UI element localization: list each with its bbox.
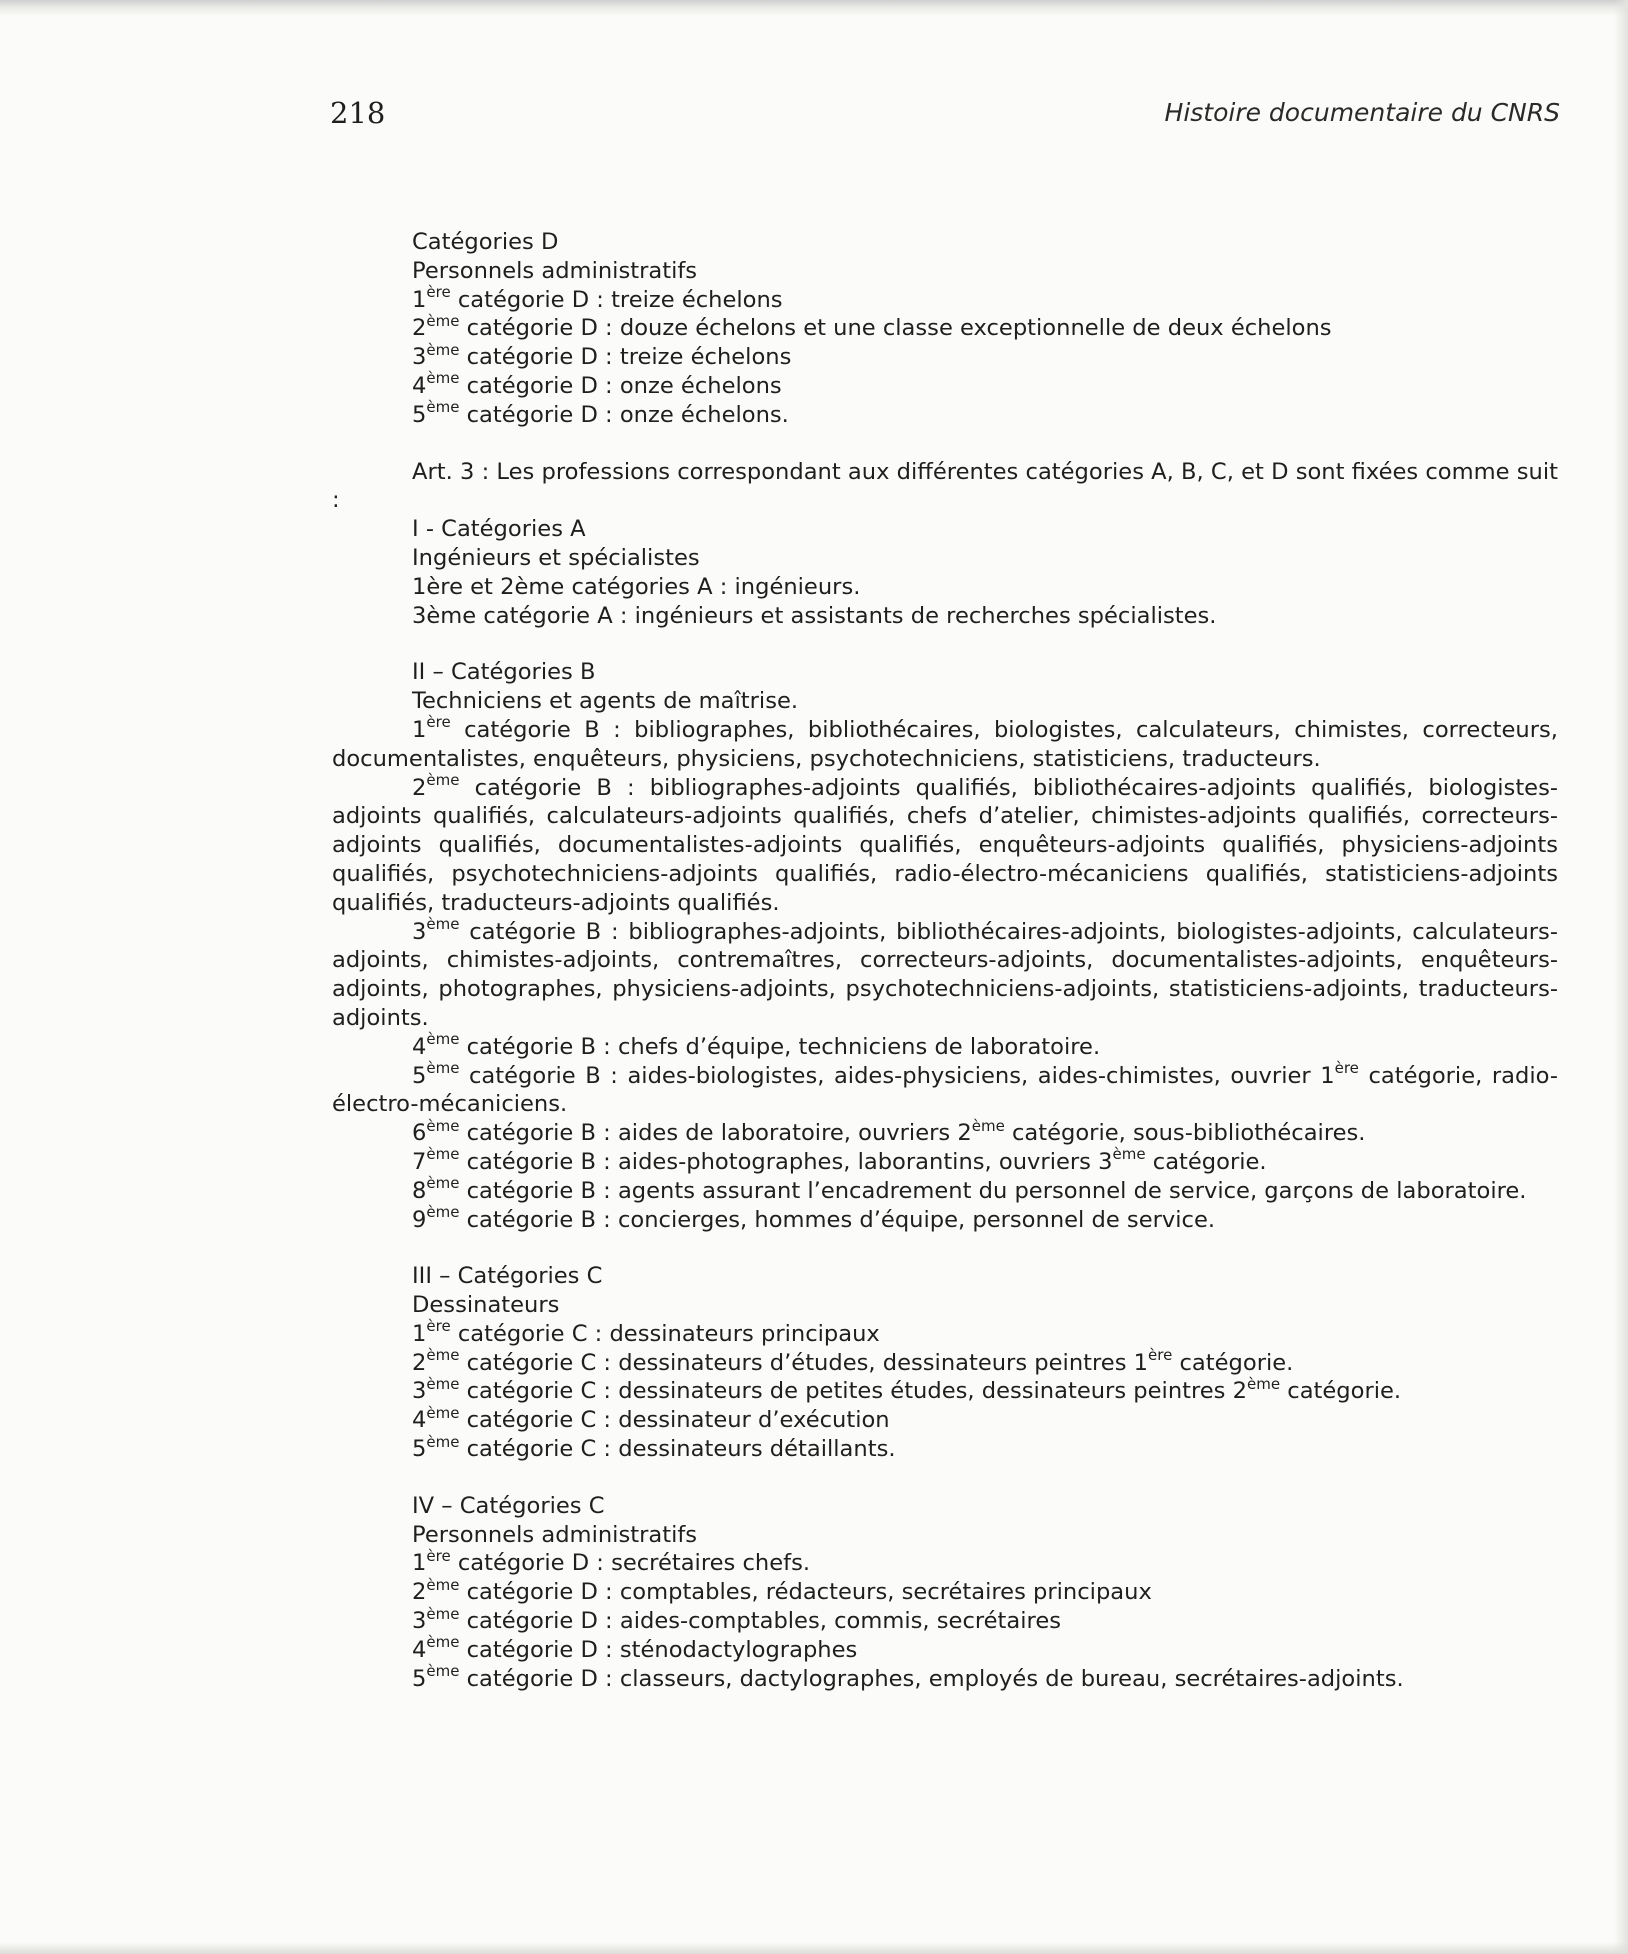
spacer xyxy=(332,1234,1558,1262)
cat-d-final-item xyxy=(332,1575,1558,1607)
ordinal-suffix: ème xyxy=(426,1604,460,1623)
ordinal-suffix: ème xyxy=(1247,1374,1281,1393)
item-number: 9 xyxy=(412,1206,427,1233)
cat-b-item xyxy=(332,1058,1558,1120)
ordinal-suffix: ère xyxy=(426,283,451,302)
item-text: catégorie D : comptables, rédacteurs, secrétaires principaux xyxy=(459,1579,1152,1606)
item-text: catégorie. xyxy=(1280,1378,1402,1405)
item-number: 5 xyxy=(412,1436,427,1463)
item-text: catégorie C : dessinateurs détaillants. xyxy=(459,1436,896,1463)
cat-b-item xyxy=(332,915,1558,1033)
item-number: 4 xyxy=(412,1407,427,1434)
cat-b-item xyxy=(332,1030,1558,1062)
ordinal-suffix: ème xyxy=(426,1030,460,1049)
ordinal-suffix: ème xyxy=(426,1374,460,1393)
cat-d-item xyxy=(332,283,1558,315)
item-number: 4 xyxy=(412,1033,427,1060)
item-number: 4 xyxy=(412,1636,427,1663)
ordinal-suffix: ème xyxy=(426,311,460,330)
item-number: 2 xyxy=(412,1349,427,1376)
item-number: 8 xyxy=(412,1177,427,1204)
item-text: catégorie B : aides-biologistes, aides-physiciens, aides-chimistes, ouvrier 1 xyxy=(459,1062,1335,1089)
cat-d-item xyxy=(332,369,1558,401)
ordinal-suffix: ème xyxy=(1112,1145,1146,1164)
item-number: 2 xyxy=(412,1579,427,1606)
ordinal-suffix: ème xyxy=(426,1346,460,1365)
item-number: 7 xyxy=(412,1148,427,1175)
item-text: catégorie C : dessinateur d’exécution xyxy=(459,1407,890,1434)
cat-b-item xyxy=(332,1202,1558,1235)
ordinal-suffix: ème xyxy=(426,1432,460,1451)
item-text: catégorie B : chefs d’équipe, techniciens de laboratoire. xyxy=(459,1033,1101,1060)
article-3: Art. 3 : Les professions correspondant aux différentes catégories A, B, C, et D sont fixées comme suit : xyxy=(332,458,1558,514)
scan-edge-right xyxy=(1614,0,1628,1954)
section-a-line: 3ème catégorie A : ingénieurs et assistants de recherches spécialistes. xyxy=(412,602,1217,629)
item-number: 3 xyxy=(412,918,427,945)
item-text: catégorie B : bibliographes, bibliothécaires, biologistes, calculateurs, chimistes, correcteurs, documentalistes, enquêteurs, physiciens, psychotechniciens, statisticiens, traducteurs. xyxy=(332,716,1558,772)
cat-d-item xyxy=(332,398,1558,430)
section-c-subtitle: Dessinateurs xyxy=(412,1292,560,1319)
ordinal-suffix: ème xyxy=(426,398,460,417)
ordinal-suffix: ème xyxy=(426,1575,460,1594)
item-number: 5 xyxy=(412,1062,427,1089)
section-b-title: II – Catégories B xyxy=(412,659,596,686)
item-number: 2 xyxy=(412,774,427,801)
item-text: catégorie B : aides de laboratoire, ouvriers 2 xyxy=(459,1120,972,1147)
cat-d-final-item xyxy=(332,1633,1558,1665)
item-text: catégorie. xyxy=(1145,1148,1267,1175)
item-number: 3 xyxy=(412,1378,427,1405)
cat-c-item xyxy=(332,1374,1558,1406)
item-text: catégorie D : sténodactylographes xyxy=(459,1636,858,1663)
cat-d-final-item xyxy=(332,1604,1558,1636)
ordinal-suffix: ème xyxy=(426,1202,460,1221)
item-number: 3 xyxy=(412,1608,427,1635)
ordinal-suffix: ème xyxy=(426,340,460,359)
section-b-subtitle: Techniciens et agents de maîtrise. xyxy=(412,688,799,715)
page-header xyxy=(330,96,1560,140)
item-number: 5 xyxy=(412,1665,427,1692)
ordinal-suffix: ère xyxy=(426,1546,451,1565)
item-text: catégorie D : treize échelons xyxy=(459,344,792,371)
item-text: catégorie B : aides-photographes, laborantins, ouvriers 3 xyxy=(459,1148,1113,1175)
section-a-line: 1ère et 2ème catégories A : ingénieurs. xyxy=(412,573,861,600)
item-text: catégorie B : concierges, hommes d’équipe, personnel de service. xyxy=(459,1206,1216,1233)
ordinal-suffix: ème xyxy=(426,1633,460,1652)
item-text: catégorie D : classeurs, dactylographes, employés de bureau, secrétaires-adjoints. xyxy=(459,1665,1404,1692)
item-text: catégorie C : dessinateurs de petites études, dessinateurs peintres 2 xyxy=(459,1378,1248,1405)
item-number: 1 xyxy=(412,1550,427,1577)
ordinal-suffix: ème xyxy=(426,1662,460,1681)
cat-d-item xyxy=(332,311,1558,343)
spacer xyxy=(332,430,1558,458)
item-text: catégorie D : onze échelons. xyxy=(459,401,789,428)
spacer xyxy=(332,630,1558,658)
cat-c-item xyxy=(332,1432,1558,1464)
ordinal-suffix: ème xyxy=(426,771,460,790)
ordinal-suffix: ème xyxy=(426,1116,460,1135)
item-text: catégorie D : douze échelons et une classe exceptionnelle de deux échelons xyxy=(459,315,1332,342)
item-text: catégorie B : bibliographes-adjoints, bibliothécaires-adjoints, biologistes-adjoints, calculateurs-adjoints, chimistes-adjoints, contremaîtres, correcteurs-adjoints, documentalistes-adjoints, enquêteurs-adjoints, photographes, physiciens-adjoints, psychotechniciens-adjoints, statisticiens-adjoints, traducteurs-adjoints. xyxy=(332,918,1558,1031)
item-text: catégorie, radio-électro-mécaniciens. xyxy=(332,1062,1558,1118)
cat-c-item xyxy=(332,1317,1558,1349)
item-text: catégorie B : bibliographes-adjoints qualifiés, bibliothécaires-adjoints qualifiés, biologistes-adjoints qualifiés, calculateurs-adjoints qualifiés, chefs d’atelier, chimistes-adjoints qualifiés, correcteurs-adjoints qualifiés, documentalistes-adjoints qualifiés, enquêteurs-adjoints qualifiés, physiciens-adjoints qualifiés, psychotechniciens-adjoints qualifiés, radio-électro-mécaniciens qualifiés, statisticiens-adjoints qualifiés, traducteurs-adjoints qualifiés. xyxy=(332,774,1558,916)
cat-d-final-item xyxy=(332,1662,1558,1694)
item-number: 1 xyxy=(412,716,427,743)
cat-b-item xyxy=(332,1174,1558,1206)
item-text: catégorie D : treize échelons xyxy=(450,286,783,313)
spacer xyxy=(332,1464,1558,1492)
ordinal-suffix: ème xyxy=(426,915,460,933)
item-text: catégorie B : agents assurant l’encadrement du personnel de service, garçons de laboratoire. xyxy=(459,1177,1527,1204)
running-title: Histoire documentaire du CNRS xyxy=(1164,98,1560,127)
page-number: 218 xyxy=(330,96,386,130)
document-body xyxy=(332,228,1558,1693)
item-text: catégorie. xyxy=(1172,1349,1294,1376)
cat-d-title: Catégories D xyxy=(412,229,559,255)
item-text: catégorie D : aides-comptables, commis, secrétaires xyxy=(459,1608,1062,1635)
item-text: catégorie D : secrétaires chefs. xyxy=(450,1550,811,1577)
cat-d-subtitle: Personnels administratifs xyxy=(412,257,698,284)
section-d-title: IV – Catégories C xyxy=(412,1492,605,1519)
item-text: catégorie D : onze échelons xyxy=(459,372,782,399)
ordinal-suffix: ère xyxy=(1148,1346,1173,1365)
cat-b-item xyxy=(332,1116,1558,1148)
section-a-subtitle: Ingénieurs et spécialistes xyxy=(412,544,700,571)
item-number: 3 xyxy=(412,344,427,371)
item-text: catégorie, sous-bibliothécaires. xyxy=(1004,1120,1366,1147)
ordinal-suffix: ème xyxy=(426,1058,460,1077)
cat-b-item xyxy=(332,771,1558,918)
ordinal-suffix: ème xyxy=(426,1403,460,1422)
item-number: 5 xyxy=(412,401,427,428)
item-number: 2 xyxy=(412,315,427,342)
ordinal-suffix: ème xyxy=(426,1145,460,1164)
item-text: catégorie C : dessinateurs principaux xyxy=(450,1320,880,1347)
cat-c-item xyxy=(332,1403,1558,1435)
cat-d-final-item xyxy=(332,1546,1558,1578)
ordinal-suffix: ère xyxy=(1334,1058,1359,1077)
ordinal-suffix: ère xyxy=(426,713,451,732)
cat-d-item xyxy=(332,340,1558,372)
section-c-title: III – Catégories C xyxy=(412,1263,603,1290)
item-number: 6 xyxy=(412,1120,427,1147)
item-text: catégorie C : dessinateurs d’études, dessinateurs peintres 1 xyxy=(459,1349,1149,1376)
scan-edge-bottom xyxy=(0,1942,1628,1954)
section-d-subtitle: Personnels administratifs xyxy=(412,1521,698,1548)
cat-b-item xyxy=(332,713,1558,774)
ordinal-suffix: ème xyxy=(426,1174,460,1193)
item-number: 1 xyxy=(412,1320,427,1347)
cat-c-item xyxy=(332,1346,1558,1378)
ordinal-suffix: ème xyxy=(971,1116,1005,1135)
ordinal-suffix: ème xyxy=(426,369,460,388)
ordinal-suffix: ère xyxy=(426,1317,451,1336)
scan-edge-top xyxy=(0,0,1628,16)
item-number: 1 xyxy=(412,286,427,313)
section-a-title: I - Catégories A xyxy=(412,516,586,543)
item-number: 4 xyxy=(412,372,427,399)
cat-b-item xyxy=(332,1145,1558,1177)
